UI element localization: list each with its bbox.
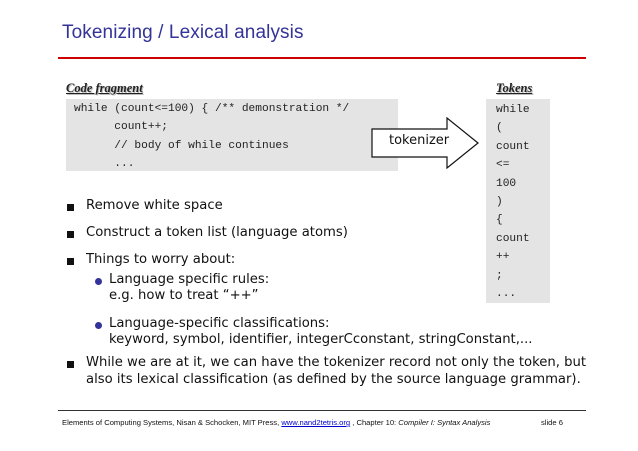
tokenizer-label: tokenizer bbox=[389, 133, 450, 148]
sub-bullet-line: Language-specific classifications: bbox=[109, 316, 330, 331]
token-item: { bbox=[496, 214, 503, 226]
token-item: <= bbox=[496, 159, 510, 171]
token-item: while bbox=[496, 104, 530, 116]
footer-middle: , Chapter 10: bbox=[350, 418, 399, 427]
bullet-text: Things to worry about: bbox=[86, 252, 236, 267]
token-item: count bbox=[496, 233, 530, 245]
round-bullet-icon bbox=[95, 322, 102, 329]
title-underline bbox=[58, 57, 586, 59]
sub-bullet-line: Language specific rules: bbox=[109, 272, 270, 287]
square-bullet-icon bbox=[67, 258, 74, 265]
code-line-1: while (count<=100) { /** demonstration */ bbox=[74, 103, 350, 115]
token-item: count bbox=[496, 141, 530, 153]
sub-bullet-line: e.g. how to treat “++” bbox=[109, 288, 259, 303]
sub-bullet-line: keyword, symbol, identifier, integerCconstant, stringConstant,... bbox=[109, 332, 533, 347]
bullet-text: also its lexical classification (as defined by the source language grammar). bbox=[86, 372, 581, 387]
token-item: ... bbox=[496, 288, 517, 300]
square-bullet-icon bbox=[67, 204, 74, 211]
slide-title: Tokenizing / Lexical analysis bbox=[62, 22, 304, 43]
token-item: ++ bbox=[496, 251, 510, 263]
token-item: ( bbox=[496, 122, 503, 134]
code-fragment-label: Code fragment bbox=[66, 81, 143, 95]
footer-divider bbox=[58, 410, 586, 411]
token-item: ; bbox=[496, 270, 503, 282]
code-line-2: count++; bbox=[74, 121, 168, 133]
slide-number: slide 6 bbox=[541, 418, 563, 427]
bullet-text: While we are at it, we can have the tokenizer record not only the token, but bbox=[86, 355, 587, 370]
footer-chapter: Compiler I: Syntax Analysis bbox=[398, 418, 491, 427]
square-bullet-icon bbox=[67, 361, 74, 368]
bullet-text: Construct a token list (language atoms) bbox=[86, 225, 348, 240]
footer bbox=[62, 418, 490, 427]
tokens-label: Tokens bbox=[496, 81, 533, 95]
nand2tetris-link[interactable]: www.nand2tetris.org bbox=[281, 418, 351, 427]
code-line-3: // body of while continues bbox=[74, 140, 289, 152]
bullet-text: Remove white space bbox=[86, 198, 223, 213]
token-item: ) bbox=[496, 196, 503, 208]
code-line-4: ... bbox=[74, 158, 135, 170]
footer-prefix: Elements of Computing Systems, Nisan & Schocken, MIT Press, bbox=[62, 418, 282, 427]
square-bullet-icon bbox=[67, 231, 74, 238]
token-item: 100 bbox=[496, 178, 517, 190]
round-bullet-icon bbox=[95, 278, 102, 285]
